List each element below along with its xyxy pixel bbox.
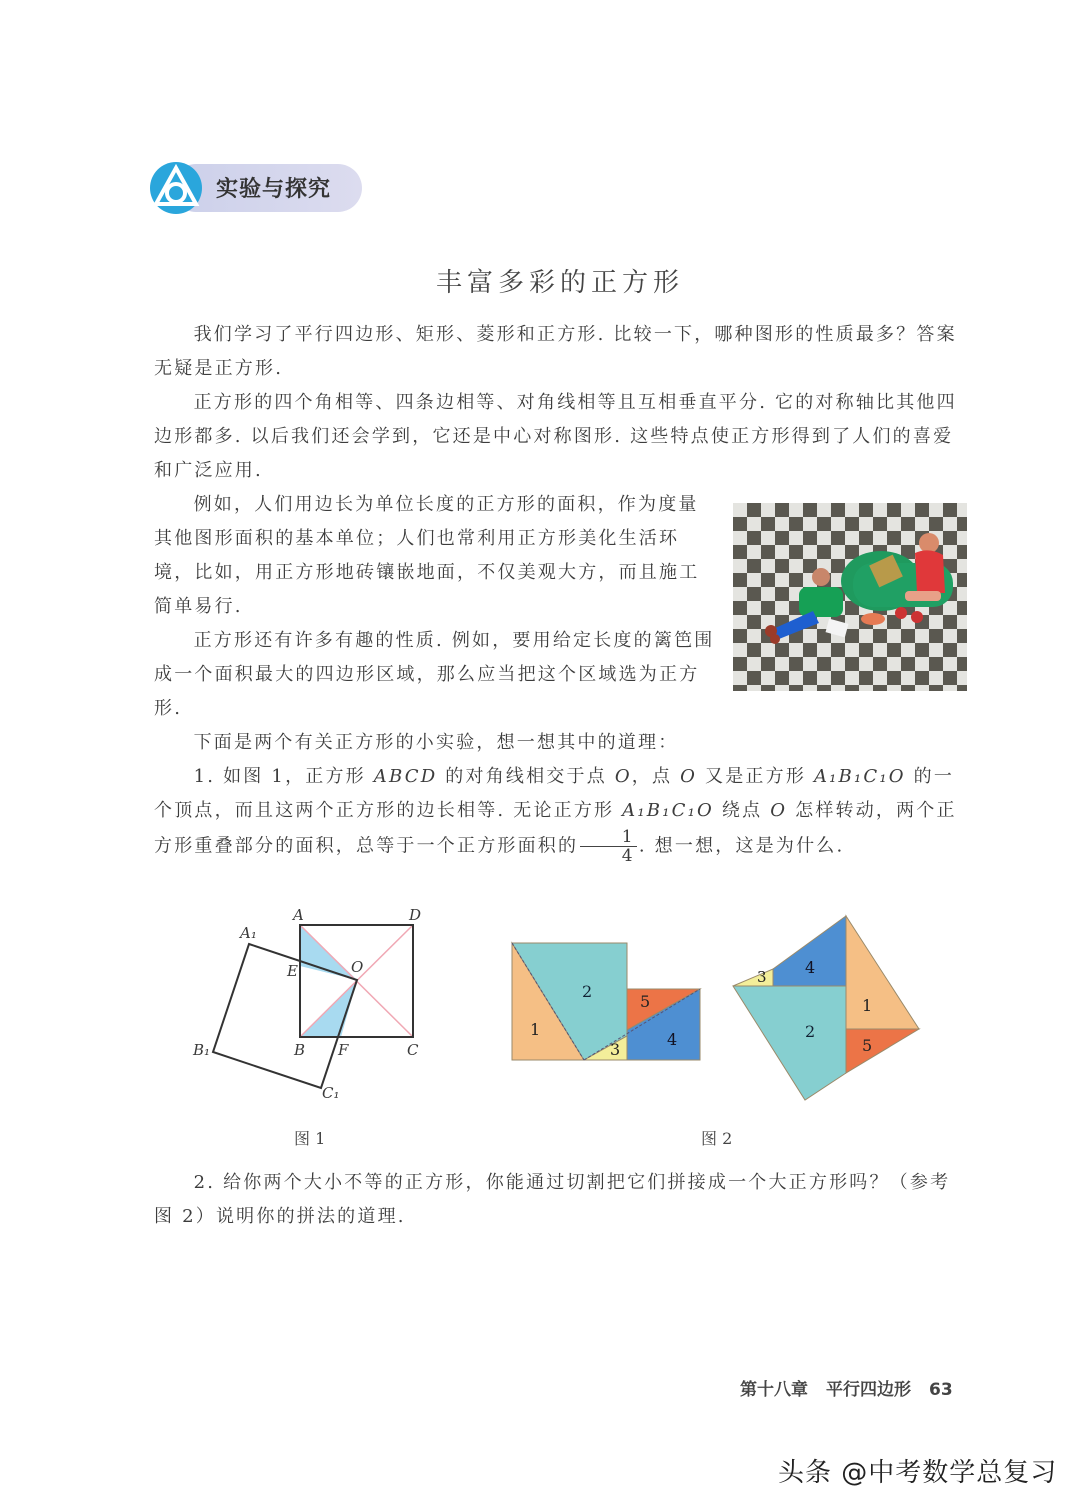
label-a1: A₁ (240, 924, 257, 942)
paragraph-3: 例如，人们用边长为单位长度的正方形的面积，作为度量其他图形面积的基本单位；人们也常利用正方形美化生活环境，比如，用正方形地砖镶嵌地面，不仅美观大方，而且施工简单易行. (154, 494, 700, 617)
piece-3-label-right: 3 (757, 968, 767, 986)
figure-1-caption: 图 1 (294, 1129, 326, 1148)
page-title: 丰富多彩的正方形 (435, 268, 684, 298)
math-o: O (614, 766, 632, 787)
label-e: E (287, 962, 298, 980)
piece-4-label: 4 (667, 1030, 678, 1049)
piece-5-label: 5 (640, 992, 651, 1011)
math-abcd: ABCD (373, 766, 438, 787)
exp1-text: 怎样转动，两个正方形重叠部分的面积，总等于一个正方形面积的 (154, 800, 957, 857)
chapter-number: 第十八章 (740, 1380, 808, 1400)
piece-3-label: 3 (610, 1040, 621, 1059)
figure-2 (500, 910, 930, 1160)
chapter-title: 平行四边形 (826, 1380, 911, 1400)
label-f: F (338, 1041, 349, 1059)
math-a1b1c1o: A₁B₁C₁O (813, 766, 906, 787)
piece-1-label: 1 (530, 1020, 541, 1039)
exp1-text: . 想一想，这是为什么. (638, 835, 845, 857)
exp1-text: 1. 如图 1，正方形 (193, 766, 374, 787)
paragraph-2: 正方形的四个角相等、四条边相等、对角线相等且互相垂直平分. 它的对称轴比其他四边形都多. 以后我们还会学到，它还是中心对称图形. 这些特点使正方形得到了人们的喜爱和广泛应用. (154, 392, 957, 481)
triangle-circle-icon (150, 162, 202, 214)
exp1-text: 的一个顶点，而且这两个正方形的边长相等. 无论正方形 (154, 766, 955, 821)
piece-2-label: 2 (582, 982, 593, 1001)
experiment-2-text: 2. 给你两个大小不等的正方形，你能通过切割把它们拼接成一个大正方形吗？（参考图 2）说明你的拼法的道理. (154, 1172, 951, 1227)
exp1-text: 又是正方形 (697, 766, 814, 787)
paragraph-5: 下面是两个有关正方形的小实验，想一想其中的道理： (193, 732, 679, 753)
frac-numerator: 1 (580, 828, 637, 847)
fraction-one-quarter (580, 828, 637, 865)
piece-5-label-right: 5 (862, 1036, 873, 1055)
checkered-floor-photo (733, 503, 967, 691)
piece-2-label-right: 2 (805, 1022, 816, 1041)
section-badge (150, 162, 362, 214)
exp1-text: 绕点 (713, 800, 771, 821)
exp1-text: 的对角线相交于点 (437, 766, 615, 787)
piece-1-label-right: 1 (862, 996, 873, 1015)
paragraph-1: 我们学习了平行四边形、矩形、菱形和正方形. 比较一下，哪种图形的性质最多？答案无疑是正方形. (154, 324, 957, 379)
page-footer (740, 1375, 953, 1400)
piece-4-label-right: 4 (805, 958, 816, 977)
label-b1: B₁ (193, 1041, 211, 1059)
exp1-text: ，点 (631, 766, 681, 787)
experiment-1-text (154, 760, 968, 865)
math-o: O (770, 800, 788, 821)
source-watermark: 头条 @中考数学总复习 (778, 1458, 1058, 1488)
label-a: A (293, 906, 304, 924)
paragraph-4: 正方形还有许多有趣的性质. 例如，要用给定长度的篱笆围成一个面积最大的四边形区域，那么应当把这个区域选为正方形. (154, 630, 715, 719)
label-d: D (409, 906, 422, 924)
label-o: O (351, 958, 364, 976)
math-o: O (680, 766, 698, 787)
label-c: C (407, 1041, 419, 1059)
badge-label: 实验与探究 (216, 177, 332, 202)
math-a1b1c1o: A₁B₁C₁O (622, 800, 714, 821)
figure-1 (190, 900, 440, 1160)
figure-2-caption: 图 2 (701, 1129, 733, 1148)
frac-denominator: 4 (621, 846, 635, 866)
label-b: B (294, 1041, 306, 1059)
label-c1: C₁ (322, 1084, 340, 1102)
page-number: 63 (929, 1380, 953, 1400)
